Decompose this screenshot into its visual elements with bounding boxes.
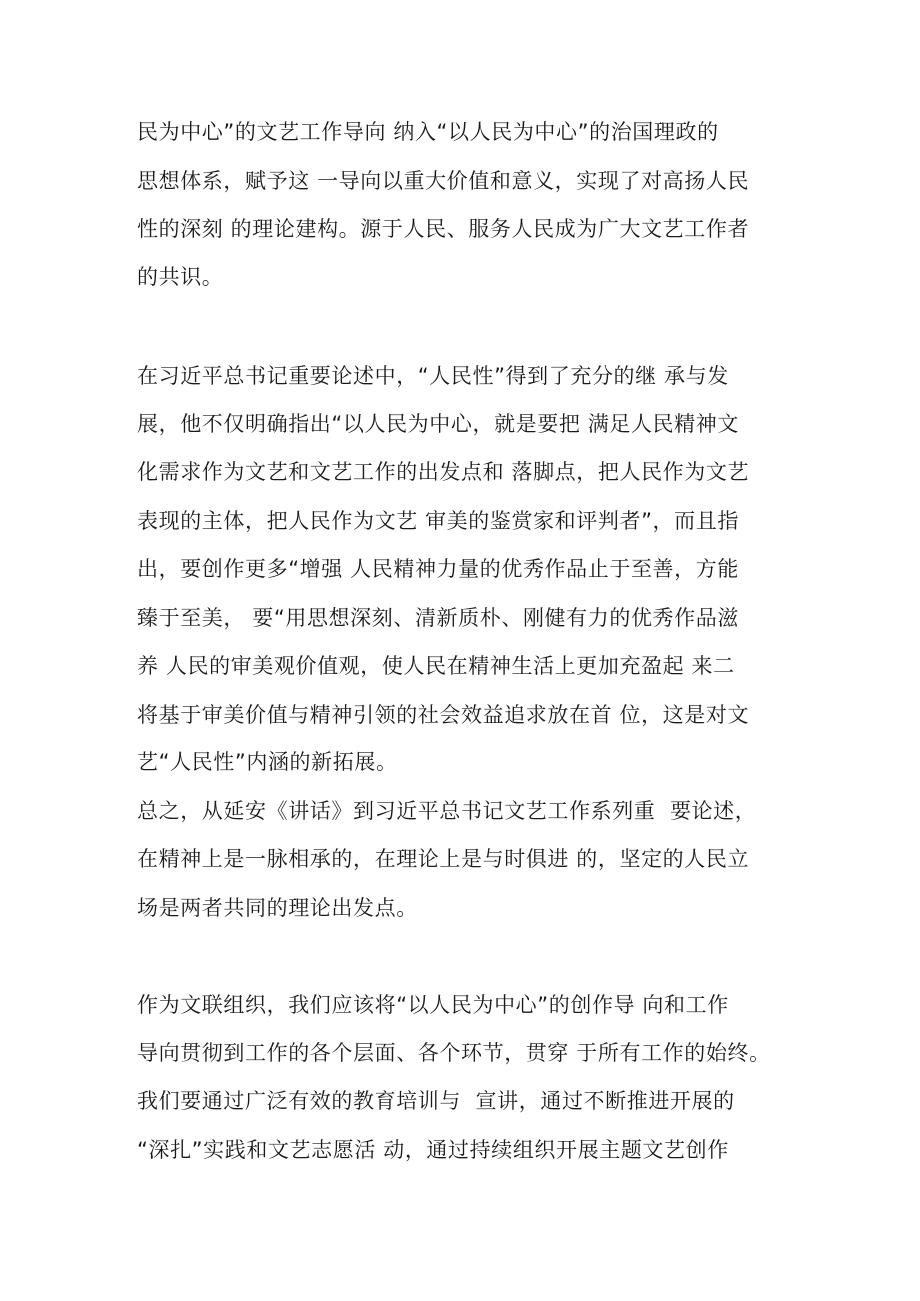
text-line: 民为中心”的文艺工作导向 纳入“以人民为中心”的治国理政的 [137,120,719,144]
text-line: 导向贯彻到工作的各个层面、各个环节，贯穿 于所有工作的始终。 [137,1041,771,1065]
text-line: 思想体系，赋予这 一导向以重大价值和意义，实现了对高扬人民 [137,169,750,193]
text-line: 出，要创作更多“增强 人民精神力量的优秀作品止于至善，方能 [137,557,739,581]
text-line: 作为文联组织，我们应该将“以人民为中心”的创作导 向和工作 [137,993,729,1017]
text-line: 在精神上是一脉相承的，在理论上是与时俱进 的，坚定的人民立 [137,847,750,871]
text-line: 将基于审美价值与精神引领的社会效益追求放在首 位，这是对文 [137,703,750,727]
text-line: 总之，从延安《讲话》到习近平总书记文艺工作系列重 要论述， [137,799,757,823]
text-line: 表现的主体，把人民作为文艺 审美的鉴赏家和评判者”，而且指 [137,509,739,533]
text-line: 的共识。 [137,265,224,289]
text-line: 在习近平总书记重要论述中，“人民性”得到了充分的继 承与发 [137,364,729,388]
text-line: 场是两者共同的理论出发点。 [137,896,418,920]
text-line: 我们要通过广泛有效的教育培训与 宣讲，通过不断推进开展的 [137,1089,735,1113]
text-line: 性的深刻 的理论建构。源于人民、服务人民成为广大文艺工作者 [137,217,750,241]
text-line: 展，他不仅明确指出“以人民为中心，就是要把 满足人民精神文 [137,412,739,436]
text-line: “深扎”实践和文艺志愿活 动，通过持续组织开展主题文艺创作 [137,1138,729,1162]
text-line: 臻于至美， 要“用思想深刻、清新质朴、刚健有力的优秀作品滋 [137,606,739,630]
text-line: 养 人民的审美观价值观，使人民在精神生活上更加充盈起 来二 [137,654,735,678]
text-line: 化需求作为文艺和文艺工作的出发点和 落脚点，把人民作为文艺 [137,460,750,484]
text-line: 艺“人民性”内涵的新拓展。 [137,750,398,774]
